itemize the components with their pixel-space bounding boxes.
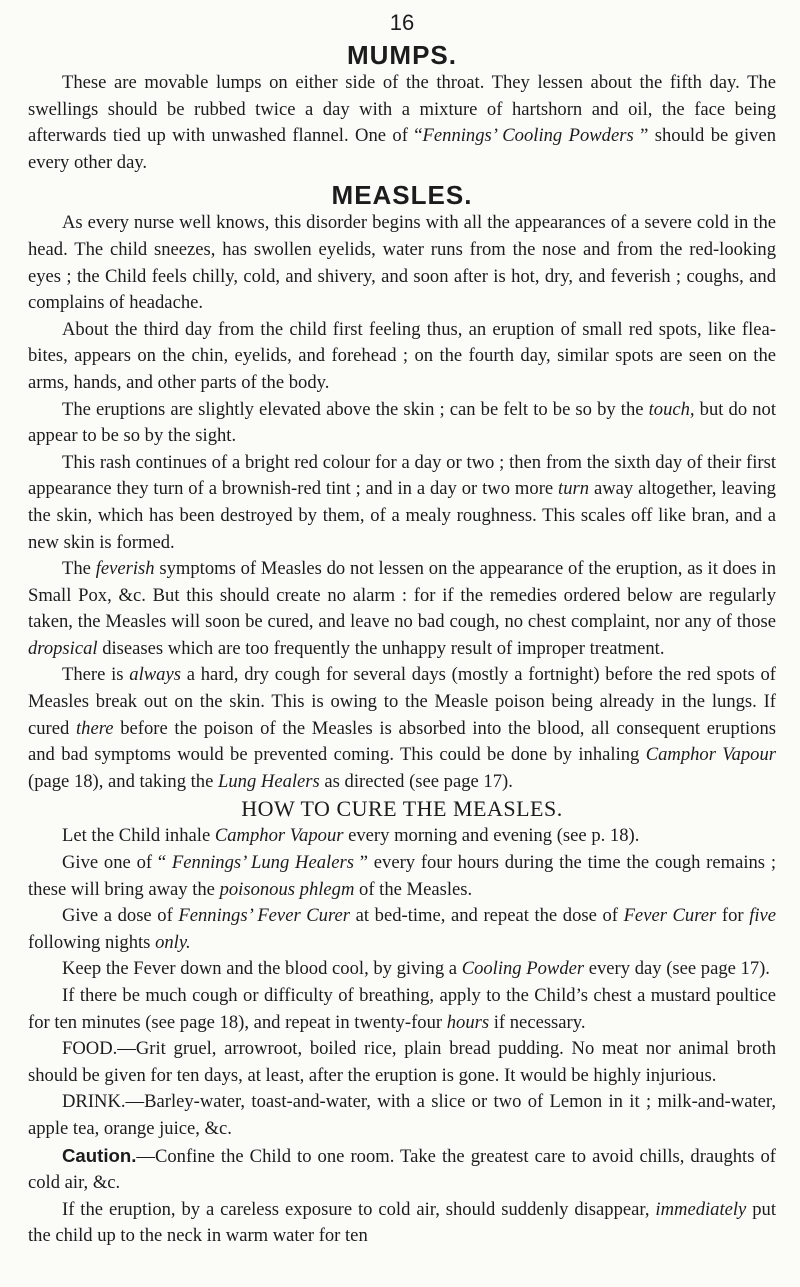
cure-paragraph-1: Let the Child inhale Camphor Vapour every morning and evening (see p. 18). xyxy=(62,825,640,847)
caution-label: Caution. xyxy=(62,1144,137,1166)
book-page xyxy=(28,0,776,1250)
cure-heading: HOW TO CURE THE MEASLES. xyxy=(241,796,563,822)
measles-paragraph-5: The feverish symptoms of Measles do not lessen on the appearance of the eruption, as it does in Small Pox, &c. But this should create no alarm : for if the remedies ordered below are regularly taken, the Measles will soon be cured, and leave no bad cough, no chest complaint, nor any of those dropsical diseases which are too frequently the unhappy result of improper treatment. xyxy=(28,558,776,659)
page-number: 16 xyxy=(389,10,415,35)
cure-paragraph-3: Give a dose of Fennings’ Fever Curer at bed-time, and repeat the dose of Fever Curer for five following nights only. xyxy=(28,905,777,953)
cure-paragraph-5: If there be much cough or difficulty of breathing, apply to the Child’s chest a mustard poultice for ten minutes (see page 18), and repeat in twenty-four hours if necessary. xyxy=(28,985,776,1033)
measles-paragraph-4: This rash continues of a bright red colour for a day or two ; then from the sixth day of their first appearance they turn of a brownish-red tint ; and in a day or two more turn away altogether, leaving the skin, which has been destroyed by them, of a mealy roughness. This scales off like bran, and a new skin is formed. xyxy=(28,451,776,553)
food-paragraph: FOOD.—Grit gruel, arrowroot, boiled rice, plain bread pudding. No meat nor animal broth should be given for ten days, at least, after the eruption is gone. It would be highly injurious. xyxy=(28,1038,776,1086)
caution-paragraph: Caution.—Confine the Child to one room. Take the greatest care to avoid chills, draughts of cold air, &c. xyxy=(28,1144,776,1194)
measles-paragraph-3: The eruptions are slightly elevated above the skin ; can be felt to be so by the touch, but do not appear to be so by the sight. xyxy=(28,398,777,447)
cure-paragraph-4: Keep the Fever down and the blood cool, by giving a Cooling Powder every day (see page 17). xyxy=(62,958,770,980)
eruption-paragraph: If the eruption, by a careless exposure to cold air, should suddenly disappear, immediately put the child up to the neck in warm water for ten xyxy=(28,1198,776,1247)
mumps-paragraph: These are movable lumps on either side of the throat. They lessen about the fifth day. The swellings should be rubbed twice a day with a mixture of hartshorn and oil, the face being afterwards tied up with unwashed flannel. One of “Fennings’ Cooling Powders ” should be given every other day. xyxy=(28,72,776,173)
measles-paragraph-6: There is always a hard, dry cough for several days (mostly a fortnight) before the red spots of Measles break out on the skin. This is owing to the Measle poison being already in the lungs. If cured there before the poison of the Measles is absorbed into the blood, all consequent eruptions and bad symptoms would be prevented coming. This could be done by inhaling Camphor Vapour (page 18), and taking the Lung Healers as directed (see page 17). xyxy=(28,664,777,792)
mumps-heading: MUMPS. xyxy=(347,40,457,70)
measles-paragraph-1: As every nurse well knows, this disorder begins with all the appearances of a severe cold in the head. The child sneezes, has swollen eyelids, water runs from the nose and from the red-looking eyes ; the Child feels chilly, cold, and shivery, and soon after is hot, dry, and feverish ; coughs, and complains of headache. xyxy=(28,212,776,314)
measles-paragraph-2: About the third day from the child first feeling thus, an eruption of small red spots, like flea-bites, appears on the chin, eyelids, and forehead ; on the fourth day, similar spots are seen on the arms, hands, and other parts of the body. xyxy=(28,318,776,393)
cure-paragraph-2: Give one of “ Fennings’ Lung Healers ” every four hours during the time the cough remains ; these will bring away the poisonous phlegm of the Measles. xyxy=(28,852,776,900)
drink-paragraph: DRINK.—Barley-water, toast-and-water, with a slice or two of Lemon in it ; milk-and-water, apple tea, orange juice, &c. xyxy=(28,1091,776,1139)
measles-heading: MEASLES. xyxy=(331,180,473,211)
